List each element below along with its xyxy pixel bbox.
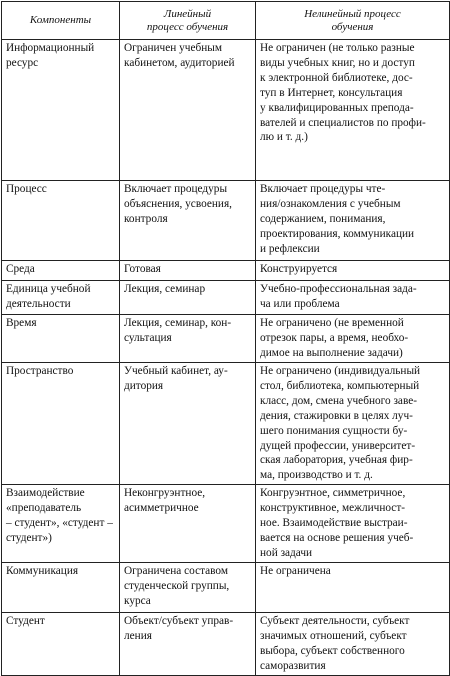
header-row [2, 2, 450, 40]
comparison-table [1, 1, 450, 676]
cell-component: Взаимодействие «преподаватель – студент», «студент – студент») [2, 485, 120, 563]
cell-linear: Объект/субъект управ- ления [120, 613, 256, 676]
table-row [2, 40, 450, 181]
cell-nonlinear: Не ограничено (не временной отрезок пары, а время, необхо- димое на выполнение задачи) [256, 315, 450, 363]
cell-nonlinear: Включает процедуры чте- ния/ознакомления с учебным содержанием, понимания, проектирования, коммуникации и рефлексии [256, 181, 450, 261]
cell-nonlinear: Конструируется [256, 261, 450, 281]
cell-component: Среда [2, 261, 120, 281]
cell-nonlinear: Не ограничен (не только разные виды учебных книг, но и доступ к электронной библиотеке, дос- туп в Интернет, консультация у квалифицированных препода- вателей и специалистов по профи- лю и т. д.) [256, 40, 450, 181]
cell-nonlinear: Конгруэнтное, симметричное, конструктивное, межличност- ное. Взаимодействие выстраи- вается на основе решения учеб- ной задачи [256, 485, 450, 563]
cell-nonlinear: Субъект деятельности, субъект значимых отношений, субъект выбора, субъект собственного саморазвития [256, 613, 450, 676]
cell-linear: Готовая [120, 261, 256, 281]
table-row [2, 281, 450, 315]
cell-linear: Лекция, семинар, кон- сультация [120, 315, 256, 363]
cell-component: Процесс [2, 181, 120, 261]
table-row [2, 485, 450, 563]
cell-component: Коммуникация [2, 563, 120, 613]
cell-linear: Лекция, семинар [120, 281, 256, 315]
table-row [2, 181, 450, 261]
cell-linear: Неконгруэнтное, асимметричное [120, 485, 256, 563]
cell-linear: Учебный кабинет, ау- дитория [120, 363, 256, 485]
cell-component: Студент [2, 613, 120, 676]
cell-component: Пространство [2, 363, 120, 485]
cell-nonlinear: Не ограничена [256, 563, 450, 613]
cell-component: Единица учебной деятельности [2, 281, 120, 315]
cell-nonlinear: Не ограничено (индивидуальный стол, библиотека, компьютерный класс, дом, смена учебного заве- дения, стажировки в целях луч- шего понимания сущности бу- дущей профессии, университет- ская лаборатория, учебная фир- ма, производство и т. д. [256, 363, 450, 485]
table-row [2, 363, 450, 485]
table-row [2, 261, 450, 281]
table-row [2, 315, 450, 363]
table-row [2, 563, 450, 613]
header-components: Компоненты [2, 2, 120, 40]
cell-component: Информационный ресурс [2, 40, 120, 181]
cell-component: Время [2, 315, 120, 363]
cell-linear: Ограничена составом студенческой группы, курса [120, 563, 256, 613]
cell-linear: Включает процедуры объяснения, усвоения, контроля [120, 181, 256, 261]
header-linear: Линейный процесс обучения [120, 2, 256, 40]
table-row [2, 613, 450, 676]
header-nonlinear: Нелинейный процесс обучения [256, 2, 450, 40]
cell-nonlinear: Учебно-профессиональная зада- ча или проблема [256, 281, 450, 315]
cell-linear: Ограничен учебным кабинетом, аудиторией [120, 40, 256, 181]
